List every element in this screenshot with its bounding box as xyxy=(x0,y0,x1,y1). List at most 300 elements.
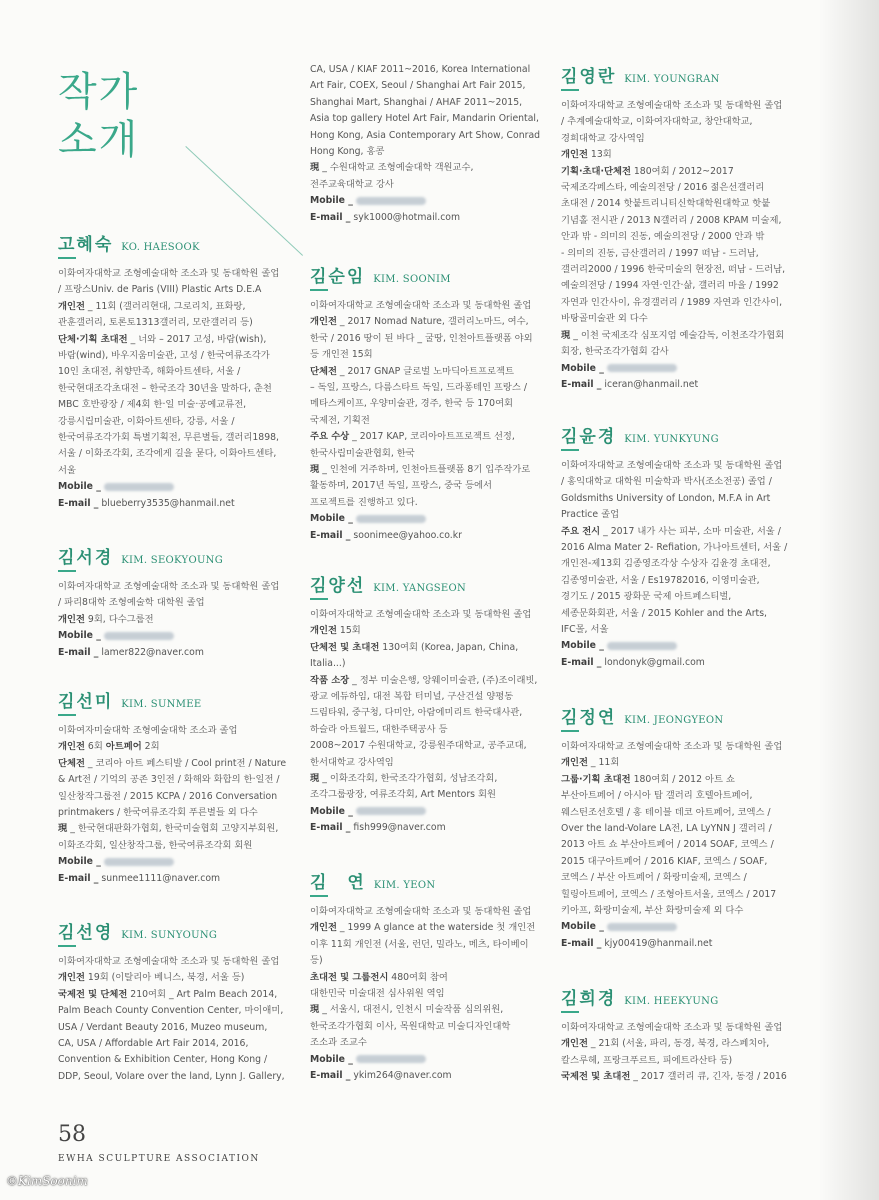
bio-line xyxy=(310,462,533,478)
bio-line xyxy=(58,612,279,628)
artist-entry-continued xyxy=(310,62,540,226)
bio-text: 한서대학교 강사역임 xyxy=(310,756,394,768)
mobile-label: Mobile _ xyxy=(561,640,604,652)
bio-label: 개인전 xyxy=(310,316,337,328)
bio-line xyxy=(561,1053,787,1069)
name-underline xyxy=(561,449,579,451)
bio-text: 15회 xyxy=(336,625,361,637)
bio-text: _ 2017 갤러리 큐, 긴자, 동경 / 2016 xyxy=(630,1071,787,1083)
bio-text: Hong Kong, 홍콩 xyxy=(310,146,385,158)
bio-label: 그룹·기획 초대전 xyxy=(561,773,631,785)
bio-text: 자연과 인간사이, 유경갤러리 / 1989 자연과 인간사이, xyxy=(561,296,783,308)
bio-text: 이화여자대학교 조형예술대학 조소과 및 동대학원 졸업 xyxy=(561,1022,783,1033)
bio-line xyxy=(58,805,286,821)
bio-text: IFC몰, 서울 xyxy=(561,624,609,636)
bio-text: 대한민국 미술대전 심사위원 역임 xyxy=(310,988,445,1000)
bio-text: _ 1999 A glance at the waterside 첫 개인전 xyxy=(336,922,536,934)
bio-line xyxy=(58,987,285,1003)
bio-line xyxy=(561,147,785,163)
bio-line xyxy=(310,607,537,623)
bio-label: 개인전 xyxy=(561,149,588,161)
bio-text: 한국현대조각초대전 – 한국조각 30년을 말하다, 춘천 xyxy=(58,382,272,394)
bio-line xyxy=(58,739,286,755)
bio-line xyxy=(310,1035,535,1051)
artist-name-korean: 김윤경 xyxy=(561,427,617,447)
email-row xyxy=(561,655,787,671)
artist-name-korean: 김희경 xyxy=(561,989,617,1009)
mobile-label: Mobile _ xyxy=(310,805,353,817)
bio-line xyxy=(561,246,785,262)
artist-name-row xyxy=(561,62,785,87)
bio-line xyxy=(58,789,286,805)
bio-text: 칼스루헤, 프랑크푸르트, 피에트라산타 등) xyxy=(561,1054,733,1066)
bio-text: 한국사립미술관협회, 한국 xyxy=(310,447,415,459)
bio-line xyxy=(58,838,286,854)
bio-text: 이화여자대학교 조형예술대학 조소과 및 동대학원 졸업 xyxy=(561,741,783,752)
bio-line xyxy=(561,295,785,311)
artist-name-row xyxy=(310,262,533,287)
mobile-row xyxy=(58,854,286,870)
artist-name-english: KIM. SEOKYOUNG xyxy=(121,555,224,566)
bio-text: / 추계예술대학교, 이화여자대학교, 창안대학교, xyxy=(561,116,753,128)
bio-line xyxy=(561,278,785,294)
bio-text: - 의미의 진동, 금산갤러리 / 1997 떠남 - 드러남, xyxy=(561,247,759,259)
bio-line xyxy=(58,446,279,462)
mobile-label: Mobile _ xyxy=(310,195,353,207)
bio-text: 하슬라 아트월드, 대한주택공사 등 xyxy=(310,723,448,735)
bio-line xyxy=(310,1002,535,1018)
artist-name-korean: 김서경 xyxy=(58,548,114,568)
artist-entry xyxy=(561,62,785,393)
artist-name-english: KIM. YOUNGRAN xyxy=(624,74,720,85)
bio-line xyxy=(58,1052,285,1068)
bio-text: 조소과 조교수 xyxy=(310,1037,367,1049)
bio-line xyxy=(561,229,785,245)
bio-text: DDP, Seoul, Volare over the land, Lynn J. Gallery, xyxy=(58,1070,285,1082)
artist-name-row xyxy=(58,230,279,255)
bio-line xyxy=(310,656,537,672)
name-underline xyxy=(58,945,76,947)
email-label: E-mail _ xyxy=(58,497,99,509)
bio-line xyxy=(310,364,533,380)
bio-line xyxy=(310,689,537,705)
email-row xyxy=(58,871,286,887)
artist-entry xyxy=(58,230,279,512)
email-address: sunmee1111@naver.com xyxy=(101,872,221,884)
bio-line xyxy=(310,1019,535,1035)
bio-line xyxy=(310,904,535,920)
email-address: kjy00419@hanmail.net xyxy=(604,937,713,949)
bio-text: 이화여자대학교 조형예술대학 조소과 및 동대학원 졸업 xyxy=(58,581,280,592)
bio-line xyxy=(561,164,785,180)
bio-line xyxy=(310,478,533,494)
bio-line xyxy=(561,131,785,147)
bio-line xyxy=(561,739,782,755)
mobile-label: Mobile _ xyxy=(58,856,101,868)
bio-text: Goldsmiths University of London, M.F.A in Art xyxy=(561,492,771,504)
mobile-row xyxy=(561,361,785,377)
bio-line xyxy=(58,579,279,595)
bio-line xyxy=(561,772,782,788)
bio-text: Hong Kong, Asia Contemporary Art Show, Conrad xyxy=(310,129,541,141)
name-underline xyxy=(58,714,76,716)
email-address: soonimee@yahoo.co.kr xyxy=(353,529,462,541)
bio-line xyxy=(58,970,285,986)
bio-line xyxy=(561,524,787,540)
email-label: E-mail _ xyxy=(561,937,602,949)
bio-line xyxy=(310,673,537,689)
bio-text: USA / Verdant Beauty 2016, Muzeo museum, xyxy=(58,1021,268,1033)
name-underline xyxy=(561,89,579,91)
bio-line xyxy=(561,821,782,837)
bio-line xyxy=(561,213,785,229)
bio-text: 2016 Alma Mater 2- Refiation, 가나아트센터, 서울 / xyxy=(561,542,788,554)
bio-label: 개인전 xyxy=(58,972,85,984)
artist-entry xyxy=(310,262,533,544)
bio-line xyxy=(561,311,785,327)
email-address: syk1000@hotmail.com xyxy=(353,211,461,223)
bio-text: 한국 / 2016 땅이 된 바다 _ 굴땅, 인천아트플랫폼 야외 xyxy=(310,332,533,344)
mobile-number-redacted xyxy=(607,364,677,372)
section-title-line1: 작가 xyxy=(58,69,140,115)
bio-text: 프로젝트를 진행하고 있다. xyxy=(310,496,418,508)
bio-text: _ 정부 미술은행, 앙웨이미술관, (주)조이래빗, xyxy=(349,674,538,686)
bio-line xyxy=(561,180,785,196)
bio-line xyxy=(310,95,540,111)
artist-name-english: KIM. YEON xyxy=(373,880,436,891)
mobile-row xyxy=(310,1052,535,1068)
email-address: lamer822@naver.com xyxy=(101,646,204,658)
bio-line xyxy=(310,738,537,754)
email-label: E-mail _ xyxy=(310,822,351,834)
bio-text: 초대전 / 2014 핫붙트리니티신학대학원대학교 핫붙 xyxy=(561,198,771,210)
bio-label: 아트페어 xyxy=(105,741,142,753)
bio-text: Practice 졸업 xyxy=(561,509,620,521)
email-label: E-mail _ xyxy=(310,1070,351,1082)
bio-text: 활동하며, 2017년 독일, 프랑스, 중국 등에서 xyxy=(310,480,493,492)
bio-line xyxy=(58,756,286,772)
bio-text: 이화여자대학교 조형예술대학 조소과 및 동대학원 졸업 xyxy=(310,609,532,620)
mobile-number-redacted xyxy=(104,483,174,491)
bio-text: _ 이화조각회, 한국조각가협회, 성남조각회, xyxy=(319,773,498,785)
bio-line xyxy=(561,606,787,622)
bio-text: _ 11회 (갤러리현대, 그로리치, 표화랑, xyxy=(84,300,246,312)
email-row xyxy=(310,210,540,226)
bio-text: 회장, 한국조각가협회 감사 xyxy=(561,346,669,358)
bio-line xyxy=(58,364,279,380)
bio-line xyxy=(58,463,279,479)
page-number: 58 xyxy=(58,1122,86,1147)
email-label: E-mail _ xyxy=(58,872,99,884)
bio-label: 작품 소장 xyxy=(310,674,350,686)
artist-name-korean: 김선미 xyxy=(58,692,114,712)
bio-line xyxy=(561,196,785,212)
bio-line xyxy=(310,380,533,396)
bio-line xyxy=(561,98,785,114)
bio-label: 단체전 및 초대전 xyxy=(310,641,380,653)
bio-label: 주요 전시 xyxy=(561,525,601,537)
bio-text: _ 이천 국제조각 심포지엄 예술감독, 이천조각가협회 xyxy=(570,329,785,341)
email-row xyxy=(310,528,533,544)
bio-text: printmakers / 한국여류조각회 푸른별들 외 다수 xyxy=(58,807,258,819)
bio-text: / 홍익대학교 대학원 미술학과 박사(조소전공) 졸업 / xyxy=(561,476,772,488)
bio-text: 웨스틴조선호텔 / 홍 테이블 데코 아트페어, 코엑스 / xyxy=(561,806,771,818)
bio-line xyxy=(58,772,286,788)
bio-text: 국제조각페스타, 예술의전당 / 2016 젊은선갤러리 xyxy=(561,182,765,194)
artist-name-row xyxy=(58,918,285,943)
bio-text: 10인 초대전, 취향만족, 해화아트센타, 서울 / xyxy=(58,366,241,378)
email-label: E-mail _ xyxy=(561,378,602,390)
bio-line xyxy=(561,507,787,523)
bio-line xyxy=(561,114,785,130)
bio-text: 2013 아트 쇼 부산아트페어 / 2014 SOAF, 코엑스 / xyxy=(561,839,774,851)
artist-name-korean: 김 연 xyxy=(310,873,366,893)
bio-label: 기획·초대·단체전 xyxy=(561,165,631,177)
bio-text: 이화여자대학교 조형예술대학 조소과 및 동대학원 졸업 xyxy=(561,460,783,471)
bio-text: 강릉시립미술관, 이화아트센타, 강릉, 서울 / xyxy=(58,415,235,427)
name-underline xyxy=(310,289,328,291)
artist-name-korean: 김영란 xyxy=(561,67,617,87)
artist-name-english: KIM. SUNMEE xyxy=(121,699,202,710)
bio-line xyxy=(561,1036,787,1052)
mobile-number-redacted xyxy=(356,197,426,205)
bio-line xyxy=(58,1003,285,1019)
bio-text: & Art전 / 기억의 공존 3인전 / 화해와 화합의 한·일전 / xyxy=(58,774,280,786)
bio-text: Shanghai Mart, Shanghai / AHAF 2011~2015, xyxy=(310,96,523,108)
bio-text: 부산아트페어 / 아시아 탑 갤러리 호텔아트페어, xyxy=(561,790,753,802)
bio-text: 6회 xyxy=(84,741,106,753)
mobile-row xyxy=(561,638,787,654)
bio-text: _ 인천에 거주하며, 인천아트플랫폼 8기 입주작가로 xyxy=(319,464,531,476)
bio-text: 국제전, 기획전 xyxy=(310,414,370,426)
bio-text: 210여회 _ Art Palm Beach 2014, xyxy=(127,988,278,1000)
bio-line xyxy=(310,920,535,936)
bio-text: _ 21회 (서울, 파리, 동경, 북경, 라스페치아, xyxy=(587,1038,770,1050)
bio-line xyxy=(561,887,782,903)
bio-line xyxy=(310,429,533,445)
mobile-row xyxy=(561,919,782,935)
bio-line xyxy=(561,573,787,589)
name-underline xyxy=(310,895,328,897)
artist-entry xyxy=(310,571,537,837)
bio-text: 관훈갤러리, 토론토1313갤러리, 모란갤러리 등) xyxy=(58,317,253,329)
bio-text: 13회 xyxy=(587,149,612,161)
bio-line xyxy=(58,381,279,397)
artist-name-english: KIM. SUNYOUNG xyxy=(121,930,218,941)
mobile-row xyxy=(58,479,279,495)
bio-text: / 파리8대학 조형예술학 대학원 졸업 xyxy=(58,597,205,609)
bio-text: 9회, 다수그룹전 xyxy=(84,613,154,625)
bio-text: _ 한국현대판화가협회, 한국미술협회 고양지부회원, xyxy=(67,823,279,835)
bio-text: 이후 11회 개인전 (서울, 런던, 밀라노, 메츠, 타이베이 xyxy=(310,938,529,950)
bio-line xyxy=(310,160,540,176)
bio-label: 개인전 xyxy=(310,625,337,637)
bio-line xyxy=(58,723,286,739)
bio-line xyxy=(58,397,279,413)
bio-line xyxy=(58,595,279,611)
artist-entry xyxy=(310,868,535,1084)
artist-name-row xyxy=(310,571,537,596)
bio-line xyxy=(58,332,279,348)
bio-line xyxy=(310,347,533,363)
bio-label: 국제전 및 초대전 xyxy=(561,1071,631,1083)
email-row xyxy=(310,1068,535,1084)
email-label: E-mail _ xyxy=(310,529,351,541)
email-label: E-mail _ xyxy=(561,656,602,668)
artist-name-row xyxy=(310,868,535,893)
bio-line xyxy=(58,1036,285,1052)
bio-label: 現 xyxy=(310,773,320,785)
bio-label: 초대전 및 그룹전시 xyxy=(310,971,389,983)
bio-line xyxy=(58,282,279,298)
bio-text: 180여회 / 2012~2017 xyxy=(630,165,734,177)
bio-line xyxy=(561,556,787,572)
bio-text: _ 2017 GNAP 글로벌 노마딕아트프로젝트 xyxy=(336,365,514,377)
mobile-label: Mobile _ xyxy=(310,1053,353,1065)
bio-line xyxy=(310,771,537,787)
page-edge-shadow xyxy=(819,0,879,1200)
mobile-label: Mobile _ xyxy=(561,362,604,374)
bio-text: 키아프, 화랑미술제, 부산 화랑미술제 외 다수 xyxy=(561,905,744,917)
artist-name-row xyxy=(561,422,787,447)
bio-text: CA, USA / Affordable Art Fair 2014, 2016, xyxy=(58,1038,249,1050)
bio-text: Art Fair, COEX, Seoul / Shanghai Art Fair 2015, xyxy=(310,80,526,92)
name-underline xyxy=(561,1011,579,1013)
bio-text: _ 2017 내가 사는 피부, 소마 미술관, 서울 / xyxy=(600,525,781,537)
email-address: londonyk@gmail.com xyxy=(604,656,705,668)
bio-line xyxy=(58,348,279,364)
email-row xyxy=(561,936,782,952)
bio-label: 개인전 xyxy=(58,613,85,625)
artist-entry xyxy=(561,422,787,671)
bio-text: 안과 밖 - 의미의 진동, 예술의전당 / 2000 안과 밖 xyxy=(561,231,765,243)
bio-text: 이화여자대학교 조형예술대학 조소과 및 동대학원 졸업 xyxy=(561,100,783,111)
bio-text: Palm Beach County Convention Center, 마이애미, xyxy=(58,1005,284,1017)
bio-text: 19회 (이탈리아 베니스, 북경, 서울 등) xyxy=(84,972,245,984)
bio-text: 등) xyxy=(310,955,323,967)
bio-line xyxy=(310,144,540,160)
mobile-number-redacted xyxy=(356,1055,426,1063)
email-row xyxy=(58,496,279,512)
bio-line xyxy=(561,328,785,344)
mobile-number-redacted xyxy=(104,632,174,640)
bio-line xyxy=(310,495,533,511)
artist-name-english: KIM. YANGSEON xyxy=(373,583,467,594)
bio-line xyxy=(561,805,782,821)
name-underline xyxy=(58,570,76,572)
bio-text: Italia...) xyxy=(310,658,346,670)
bio-label: 개인전 xyxy=(58,741,85,753)
bio-text: 서울 xyxy=(58,464,76,476)
bio-line xyxy=(310,722,537,738)
bio-line xyxy=(561,755,782,771)
bio-text: _ 서울시, 대전시, 인천시 미술작품 심의위원, xyxy=(319,1004,504,1016)
bio-line xyxy=(310,314,533,330)
bio-line xyxy=(310,937,535,953)
mobile-label: Mobile _ xyxy=(58,630,101,642)
bio-line xyxy=(310,396,533,412)
bio-text: 이화여자대학교 조형예술대학 조소과 및 동대학원 졸업 xyxy=(310,906,532,917)
mobile-label: Mobile _ xyxy=(58,481,101,493)
bio-line xyxy=(310,413,533,429)
bio-line xyxy=(310,970,535,986)
bio-line xyxy=(561,458,787,474)
bio-label: 개인전 xyxy=(561,1038,588,1050)
bio-line xyxy=(310,62,540,78)
bio-text: 이화여자대학교 조형예술대학 조소과 및 동대학원 졸업 xyxy=(310,300,532,311)
email-address: blueberry3535@hanmail.net xyxy=(101,497,235,509)
bio-line xyxy=(58,1020,285,1036)
bio-line xyxy=(310,446,533,462)
bio-text: – 독일, 프랑스, 다름스타트 독일, 드라퐁테인 프랑스 / xyxy=(310,382,527,394)
bio-label: 개인전 xyxy=(561,757,588,769)
bio-line xyxy=(561,1020,787,1036)
watermark: ©KimSoonim xyxy=(6,1174,88,1188)
bio-text: Convention & Exhibition Center, Hong Kong / xyxy=(58,1054,268,1066)
bio-text: Over the land-Volare LA전, LA LyYNN J 갤러리 / xyxy=(561,823,772,835)
bio-text: 세종문화회관, 서울 / 2015 Kohler and the Arts, xyxy=(561,607,767,619)
bio-text: Asia top gallery Hotel Art Fair, Mandarin Oriental, xyxy=(310,113,539,125)
email-row xyxy=(58,645,279,661)
bio-line xyxy=(561,854,782,870)
artist-name-row xyxy=(58,543,279,568)
artist-name-korean: 김선영 xyxy=(58,923,114,943)
bio-text: 2008~2017 수원대학교, 강릉원주대학교, 공주교대, xyxy=(310,740,527,752)
bio-text: 바탕골미술관 외 다수 xyxy=(561,313,648,325)
bio-line xyxy=(58,266,279,282)
artist-name-english: KIM. YUNKYUNG xyxy=(624,434,719,445)
bio-text: 한국여류조각가회 특별기획전, 무른별들, 갤러리1898, xyxy=(58,432,280,444)
bio-line xyxy=(310,755,537,771)
email-row xyxy=(310,820,537,836)
bio-line xyxy=(561,262,785,278)
artist-name-korean: 김정연 xyxy=(561,708,617,728)
bio-line xyxy=(310,705,537,721)
bio-line xyxy=(310,640,537,656)
bio-text: MBC 호반광장 / 제4회 한·일 미술·공예교류전, xyxy=(58,399,247,411)
bio-line xyxy=(310,623,537,639)
mobile-number-redacted xyxy=(607,923,677,931)
mobile-number-redacted xyxy=(356,807,426,815)
bio-text: 한국조각가협회 이사, 목원대학교 미술디자인대학 xyxy=(310,1020,511,1032)
artist-entry xyxy=(58,543,279,661)
bio-text: 2015 대구아트페어 / 2016 KIAF, 코엑스 / SOAF, xyxy=(561,855,768,867)
email-address: ykim264@naver.com xyxy=(353,1070,452,1082)
bio-line xyxy=(561,837,782,853)
bio-line xyxy=(561,491,787,507)
email-label: E-mail _ xyxy=(58,646,99,658)
mobile-label: Mobile _ xyxy=(310,513,353,525)
bio-label: 現 xyxy=(58,823,68,835)
bio-line xyxy=(561,903,782,919)
bio-text: _ 2017 KAP, 코리아아트프로젝트 선정, xyxy=(349,431,515,443)
bio-text: 갤러리2000 / 1996 한국미술의 현장전, 떠남 - 드러남, xyxy=(561,264,786,276)
bio-text: _ 11회 xyxy=(587,757,620,769)
artist-name-english: KIM. SOONIM xyxy=(373,274,451,285)
bio-label: 개인전 xyxy=(58,300,85,312)
bio-text: 바람(wind), 바우지움미술관, 고성 / 한국여류조각가 xyxy=(58,350,270,362)
bio-text: 전주교육대학교 강사 xyxy=(310,178,394,190)
bio-line xyxy=(58,315,279,331)
email-label: E-mail _ xyxy=(310,211,351,223)
bio-text: 이화조각회, 일산창작그룹, 한국여류조각회 회원 xyxy=(58,839,253,851)
artist-name-row xyxy=(561,703,782,728)
artist-name-korean: 김양선 xyxy=(310,576,366,596)
bio-text: 드림타워, 중구청, 다미안, 아람에미리트 한국대사관, xyxy=(310,707,523,719)
bio-line xyxy=(310,331,533,347)
bio-text: 기념홀 전시관 / 2013 N갤러리 / 2008 KPAM 미술제, xyxy=(561,214,782,226)
bio-line xyxy=(58,821,286,837)
